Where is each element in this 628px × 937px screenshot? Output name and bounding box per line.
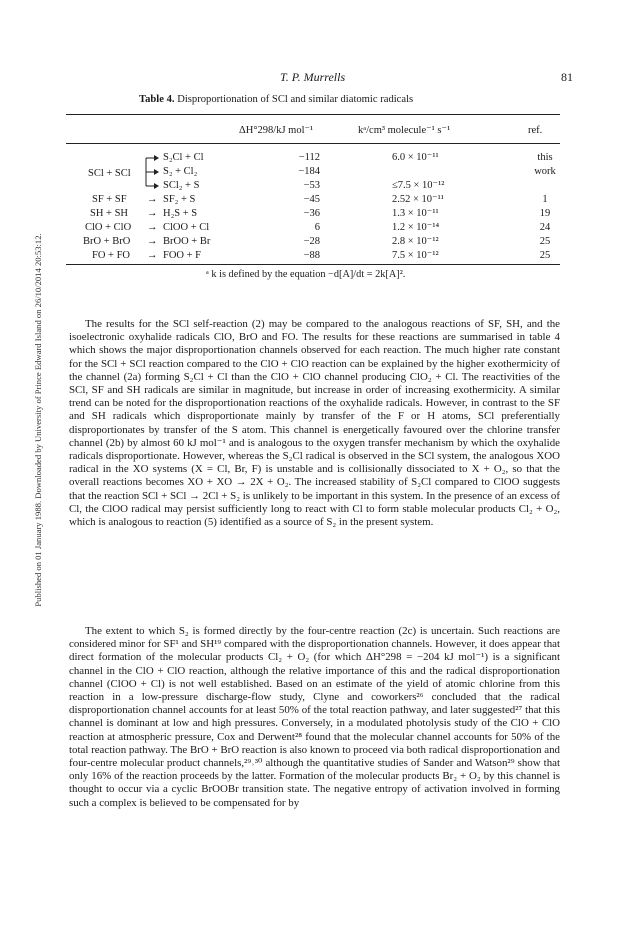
dh-row-8: −88 <box>303 250 320 261</box>
product-scl2-s: SCl₂ + S <box>163 180 200 191</box>
dh-row-3: −53 <box>303 180 320 191</box>
ref-row-1: this <box>537 152 553 163</box>
dh-row-2: −184 <box>298 166 320 177</box>
product-row-5: H₂S + S <box>163 208 198 219</box>
running-author: T. P. Murrells <box>280 70 346 84</box>
arrow-row-7: → <box>147 236 158 247</box>
body-paragraph-2 <box>69 625 560 810</box>
dh-row-6: 6 <box>314 222 320 233</box>
dh-row-1: −112 <box>298 152 320 163</box>
ref-row-2: work <box>534 166 556 177</box>
download-watermark: Published on 01 January 1988. Downloaded by University of Prince Edward Island on 26/10/2014 20:53:12. <box>33 233 43 607</box>
table-label: Table 4. <box>139 94 175 105</box>
k-row-8: 7.5 × 10⁻¹² <box>392 250 439 261</box>
header-k: kᵃ/cm³ molecule⁻¹ s⁻¹ <box>358 125 451 136</box>
paragraph-text: The extent to which S₂ is formed directly by the four-centre reaction (2c) is uncertain. Such reactions are considered minor for SF¹ and SH¹⁹ compared with the disproportionation channels. However, it does appear that direct formation of the molecular products Cl₂ + O₂ (for which ΔH°298 = −204 kJ mol⁻¹) is a significant channel in the ClO + ClO reaction, although the relative importance of this and the radical disproportionation channel (ClOO + Cl) is not well established. Based on an estimate of the yield of atomic chlorine from this reaction in a low-pressure discharge-flow study, Clyne and coworkers²⁶ concluded that the radical disproportionation channel accounts for at least 50% of the total reaction pathway, and later suggested²⁷ that this channel is dominant at low and high pressures. Conversely, in a modulated photolysis study of the ClO + ClO reaction at atmospheric pressure, Cox and Derwent²⁸ found that the molecular channel accounts for 50% of the total reaction pathway. The BrO + BrO reaction is also known to proceed via both radical disproportionation and four-centre molecular product channels,²⁹˒³⁰ although the quantitative studies of Sander and Watson²⁹ show that only 16% of the reaction proceeds by the latter. Formation of the molecular products Br₂ + O₂ by this channel is thought to occur via a cyclic BrOOBr transition state. The negative entropy of activation involved in forming such a complex is believed to be compensated for by <box>69 625 560 809</box>
page-number: 81 <box>561 70 573 84</box>
reactant-row-4: SF + SF <box>92 194 127 205</box>
ref-row-4: 1 <box>542 194 548 205</box>
table-title: Disproportionation of SCl and similar diatomic radicals <box>177 94 414 105</box>
k-row-7: 2.8 × 10⁻¹² <box>392 236 439 247</box>
branch-arrows <box>140 150 162 194</box>
scl-reactant: SCl + SCl <box>88 168 131 179</box>
ref-row-5: 19 <box>539 208 551 219</box>
product-row-7: BrOO + Br <box>163 236 211 247</box>
reactant-row-5: SH + SH <box>90 208 129 219</box>
table-footnote: ᵃ k is defined by the equation −d[A]/dt = 2k[A]². <box>206 269 406 280</box>
product-s2-cl2: S₂ + Cl₂ <box>163 166 198 177</box>
paragraph-text: The results for the SCl self-reaction (2) may be compared to the analogous reactions of SF, SH, and the isoelectronic oxyhalide radicals ClO, BrO and FO. The results for these reactions are summarised in table 4 which shows the major disproportionation channels observed for each reaction. The much higher rate constant for the SCl + SCl reaction compared to the ClO + ClO reaction can be explained by the higher exothermicity of the channel (2a) forming S₂Cl + Cl than the ClO + ClO channel producing ClO₂ + Cl. The reactivities of the SCl, SF and SH radicals are similar in magnitude, but increase in order of increasing exothermicity. A similar trend can be noted for the disproportionation reactions of the oxyhalide radicals. However, in contrast to the SF and SH radicals which disproportionate mainly by transfer of the F or H atoms, SCl preferentially disproportionates by transfer of the S atom. This channel is energetically favoured over the chlorine transfer channel (2b) by almost 60 kJ mol⁻¹ and is analogous to the oxygen transfer mechanism by which the oxyhalide radicals disproportionate. However, whereas the S₂Cl radical is observed in the SCl system, the analogous XOO radical in the XO systems (X = Cl, Br, F) is unstable and is collisionally dissociated to X + O₂, so that the overall reactions becomes XO + XO → 2X + O₂. The increased stability of S₂Cl compared to ClOO suggests that the reaction SCl + SCl → 2Cl + S₂ is unlikely to be important in this system. In the presence of an excess of Cl, the ClOO radical may persist sufficiently long to react with Cl to form stable molecular products Cl₂ + O₂, which is analogous to reaction (5) identified as a source of S₂ in the present system. <box>69 318 560 529</box>
reactant-row-7: BrO + BrO <box>83 236 131 247</box>
arrow-row-6: → <box>147 222 158 233</box>
arrow-row-8: → <box>147 250 158 261</box>
ref-row-8: 25 <box>539 250 551 261</box>
k-row-1: 6.0 × 10⁻¹¹ <box>392 152 439 163</box>
arrow-row-4: → <box>147 194 158 205</box>
reactant-row-8: FO + FO <box>92 250 131 261</box>
product-row-6: ClOO + Cl <box>163 222 210 233</box>
k-row-3: ≤7.5 × 10⁻¹² <box>392 180 445 191</box>
k-row-6: 1.2 × 10⁻¹⁴ <box>392 222 440 233</box>
body-paragraph-1 <box>69 318 560 529</box>
dh-row-4: −45 <box>303 194 320 205</box>
product-row-4: SF₂ + S <box>163 194 196 205</box>
header-ref: ref. <box>528 125 543 136</box>
ref-row-6: 24 <box>539 222 551 233</box>
reactant-row-6: ClO + ClO <box>85 222 132 233</box>
table-top-rule <box>66 114 560 115</box>
header-dh: ΔH°298/kJ mol⁻¹ <box>239 125 314 136</box>
dh-row-5: −36 <box>303 208 320 219</box>
table-caption <box>139 94 413 105</box>
running-header <box>0 70 628 86</box>
arrow-row-5: → <box>147 208 158 219</box>
dh-row-7: −28 <box>303 236 320 247</box>
k-row-5: 1.3 × 10⁻¹¹ <box>392 208 439 219</box>
k-row-4: 2.52 × 10⁻¹¹ <box>392 194 444 205</box>
table-header-rule <box>66 143 560 144</box>
product-row-8: FOO + F <box>163 250 202 261</box>
ref-row-7: 25 <box>539 236 551 247</box>
product-s2cl-cl: S₂Cl + Cl <box>163 152 204 163</box>
table-bottom-rule <box>66 264 560 265</box>
